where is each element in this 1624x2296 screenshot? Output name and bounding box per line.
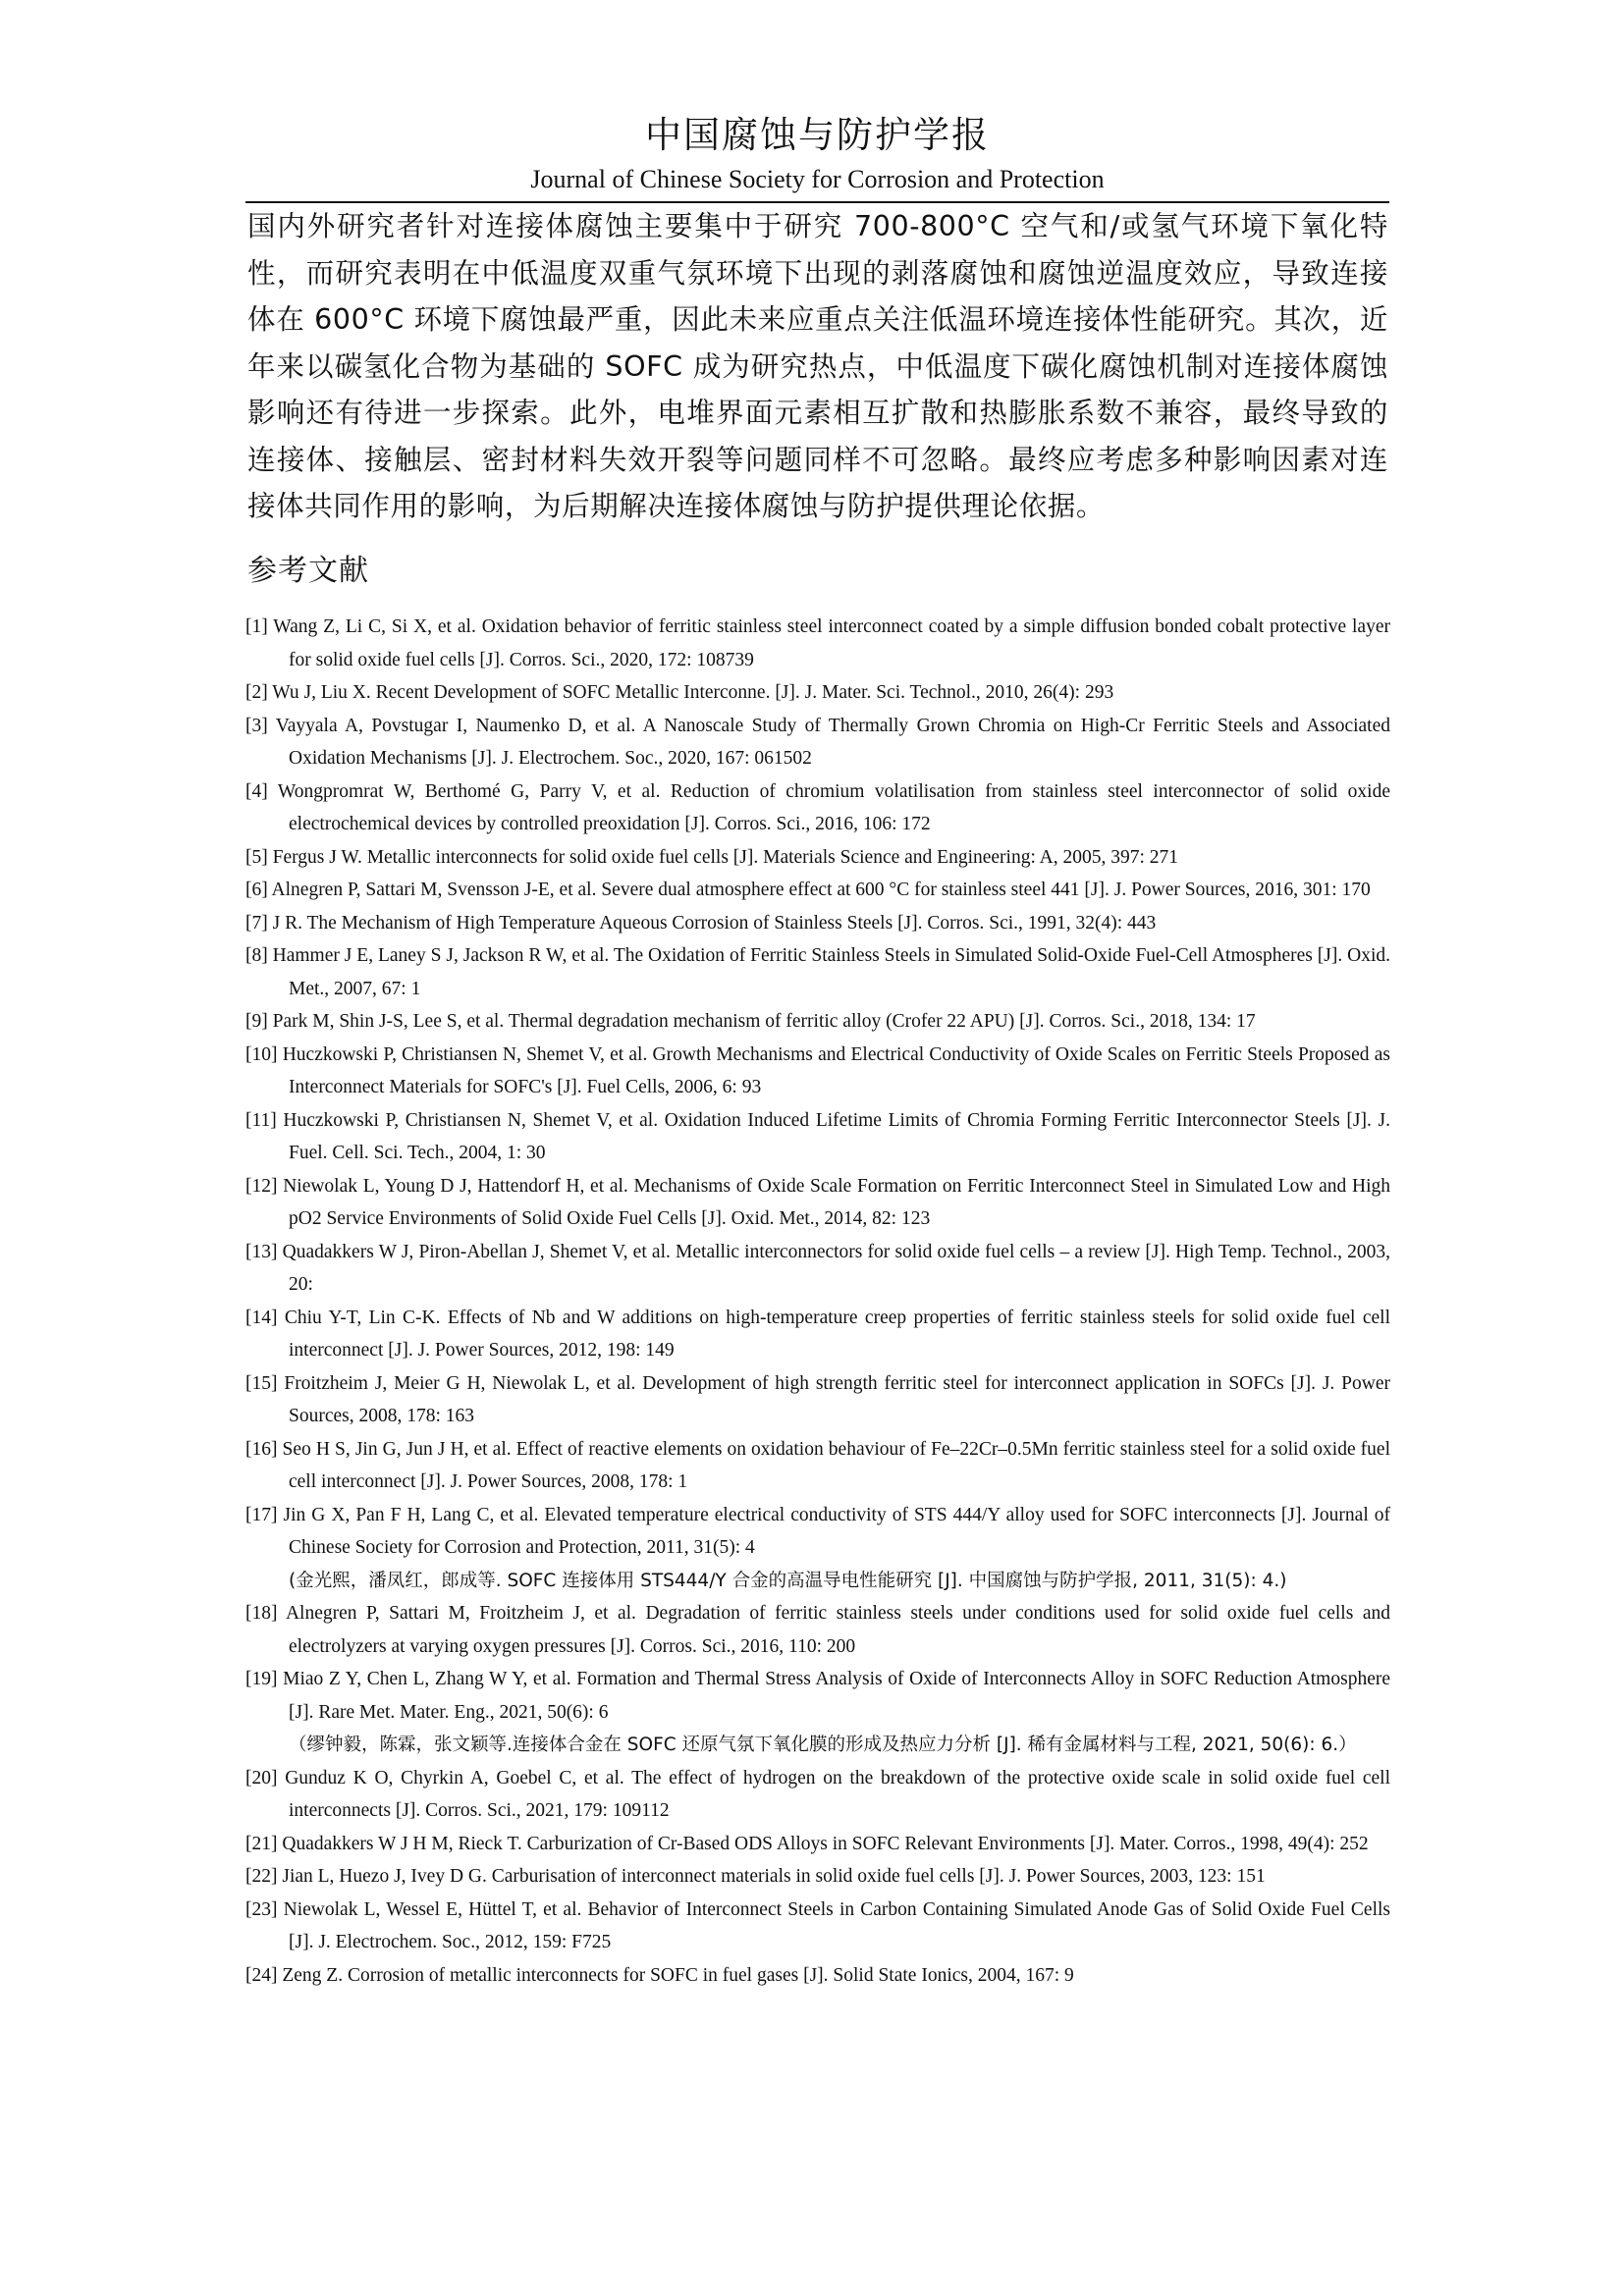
reference-item	[245, 1663, 1390, 1762]
journal-title-en: Journal of Chinese Society for Corrosion and Protection	[530, 165, 1105, 193]
reference-text: [11] Huczkowski P, Christiansen N, Shemet V, et al. Oxidation Induced Lifetime Limits of Chromia Forming Ferritic Interconnector Steels [J]. J. Fuel. Cell. Sci. Tech., 2004, 1: 30	[245, 1109, 1390, 1163]
reference-text: [24] Zeng Z. Corrosion of metallic interconnects for SOFC in fuel gases [J]. Solid State Ionics, 2004, 167: 9	[245, 1964, 1074, 1986]
reference-text-cn: （缪钟毅，陈霖，张文颖等.连接体合金在 SOFC 还原气氛下氧化膜的形成及热应力分析 [J]. 稀有金属材料与工程, 2021, 50(6): 6.）	[289, 1735, 1357, 1755]
reference-text: [8] Hammer J E, Laney S J, Jackson R W, et al. The Oxidation of Ferritic Stainless Steels in Simulated Solid-Oxide Fuel-Cell Atmospheres [J]. Oxid. Met., 2007, 67: 1	[245, 945, 1390, 999]
reference-item	[245, 611, 1390, 676]
reference-text-cn: (金光熙，潘凤红，郎成等. SOFC 连接体用 STS444/Y 合金的高温导电性能研究 [J]. 中国腐蚀与防护学报, 2011, 31(5): 4.)	[289, 1570, 1287, 1591]
reference-text: [10] Huczkowski P, Christiansen N, Shemet V, et al. Growth Mechanisms and Electrical Conductivity of Oxide Scales on Ferritic Steels Proposed as Interconnect Materials for SOFC's [J]. Fuel Cells, 2006, 6: 93	[245, 1043, 1390, 1097]
references-heading: 参考文献	[247, 554, 369, 588]
reference-item	[245, 1597, 1390, 1663]
reference-item	[245, 1433, 1390, 1499]
reference-item	[245, 676, 1390, 710]
reference-item	[245, 874, 1390, 907]
reference-text: [16] Seo H S, Jin G, Jun J H, et al. Effect of reactive elements on oxidation behaviour of Fe–22Cr–0.5Mn ferritic stainless steel for a solid oxide fuel cell interconnect [J]. J. Power Sources, 2008, 178: 1	[245, 1438, 1390, 1492]
reference-text: [7] J R. The Mechanism of High Temperature Aqueous Corrosion of Stainless Steels [J]. Corros. Sci., 1991, 32(4): 443	[245, 912, 1157, 934]
reference-text: [5] Fergus J W. Metallic interconnects for solid oxide fuel cells [J]. Materials Science and Engineering: A, 2005, 397: 271	[245, 846, 1179, 868]
reference-item	[245, 1499, 1390, 1598]
reference-text: [9] Park M, Shin J-S, Lee S, et al. Thermal degradation mechanism of ferritic alloy (Crofer 22 APU) [J]. Corros. Sci., 2018, 134: 17	[245, 1011, 1256, 1032]
reference-item	[245, 1039, 1390, 1104]
reference-item	[245, 1860, 1390, 1894]
reference-text: [21] Quadakkers W J H M, Rieck T. Carburization of Cr-Based ODS Alloys in SOFC Relevant Environments [J]. Mater. Corros., 1998, 49(4): 252	[245, 1833, 1369, 1854]
journal-title-cn: 中国腐蚀与防护学报	[645, 114, 990, 156]
reference-text: [18] Alnegren P, Sattari M, Froitzheim J, et al. Degradation of ferritic stainless steels under conditions used for solid oxide fuel cells and electrolyzers at varying oxygen pressures [J]. Corros. Sci., 2016, 110: 200	[245, 1603, 1390, 1657]
reference-text: [3] Vayyala A, Povstugar I, Naumenko D, et al. A Nanoscale Study of Thermally Grown Chromia on High-Cr Ferritic Steels and Associated Oxidation Mechanisms [J]. J. Electrochem. Soc., 2020, 167: 061502	[245, 715, 1390, 769]
body-paragraph: 国内外研究者针对连接体腐蚀主要集中于研究 700-800°C 空气和/或氢气环境下氧化特性，而研究表明在中低温度双重气氛环境下出现的剥落腐蚀和腐蚀逆温度效应，导致连接体在 600°C 环境下腐蚀最严重，因此未来应重点关注低温环境连接体性能研究。其次，近年来以碳氢化合物为基础的 SOFC 成为研究热点，中低温度下碳化腐蚀机制对连接体腐蚀影响还有待进一步探索。此外，电堆界面元素相互扩散和热膨胀系数不兼容，最终导致的连接体、接触层、密封材料失效开裂等问题同样不可忽略。最终应考虑多种影响因素对连接体共同作用的影响，为后期解决连接体腐蚀与防护提供理论依据。	[247, 210, 1388, 522]
reference-item	[245, 939, 1390, 1005]
reference-item	[245, 1170, 1390, 1236]
reference-item	[245, 1894, 1390, 1959]
reference-item	[245, 775, 1390, 841]
reference-text: [2] Wu J, Liu X. Recent Development of SOFC Metallic Interconne. [J]. J. Mater. Sci. Technol., 2010, 26(4): 293	[245, 682, 1114, 703]
reference-item	[245, 710, 1390, 775]
journal-header	[245, 110, 1389, 196]
reference-text: [22] Jian L, Huezo J, Ivey D G. Carburisation of interconnect materials in solid oxide fuel cells [J]. J. Power Sources, 2003, 123: 151	[245, 1866, 1266, 1887]
reference-item	[245, 1302, 1390, 1367]
reference-item	[245, 1005, 1390, 1039]
reference-item	[245, 1762, 1390, 1828]
reference-item	[245, 1104, 1390, 1170]
reference-text: [12] Niewolak L, Young D J, Hattendorf H, et al. Mechanisms of Oxide Scale Formation on Ferritic Interconnect Steel in Simulated Low and High pO2 Service Environments of Solid Oxide Fuel Cells [J]. Oxid. Met., 2014, 82: 123	[245, 1175, 1390, 1229]
reference-text: [13] Quadakkers W J, Piron-Abellan J, Shemet V, et al. Metallic interconnectors for solid oxide fuel cells – a review [J]. High Temp. Technol., 2003, 20:	[245, 1241, 1390, 1295]
reference-text: [17] Jin G X, Pan F H, Lang C, et al. Elevated temperature electrical conductivity of STS 444/Y alloy used for SOFC interconnects [J]. Journal of Chinese Society for Corrosion and Protection, 2011, 31(5): 4	[245, 1504, 1390, 1558]
reference-text: [6] Alnegren P, Sattari M, Svensson J-E, et al. Severe dual atmosphere effect at 600 °C for stainless steel 441 [J]. J. Power Sources, 2016, 301: 170	[245, 880, 1371, 900]
reference-text: [1] Wang Z, Li C, Si X, et al. Oxidation behavior of ferritic stainless steel interconnect coated by a simple diffusion bonded cobalt protective layer for solid oxide fuel cells [J]. Corros. Sci., 2020, 172: 108739	[245, 616, 1390, 670]
reference-item	[245, 907, 1390, 940]
reference-text: [20] Gunduz K O, Chyrkin A, Goebel C, et al. The effect of hydrogen on the breakdown of the protective oxide scale in solid oxide fuel cell interconnects [J]. Corros. Sci., 2021, 179: 109112	[245, 1767, 1390, 1821]
reference-item	[245, 1828, 1390, 1861]
reference-item	[245, 1367, 1390, 1433]
reference-text: [4] Wongpromrat W, Berthomé G, Parry V, et al. Reduction of chromium volatilisation from stainless steel interconnector of solid oxide electrochemical devices by controlled preoxidation [J]. Corros. Sci., 2016, 106: 172	[245, 780, 1390, 834]
reference-text: [19] Miao Z Y, Chen L, Zhang W Y, et al. Formation and Thermal Stress Analysis of Oxide of Interconnects Alloy in SOFC Reduction Atmosphere [J]. Rare Met. Mater. Eng., 2021, 50(6): 6	[245, 1669, 1390, 1723]
reference-text: [15] Froitzheim J, Meier G H, Niewolak L, et al. Development of high strength ferritic steel for interconnect application in SOFCs [J]. J. Power Sources, 2008, 178: 163	[245, 1372, 1390, 1426]
reference-item	[245, 1959, 1390, 1993]
reference-item	[245, 1236, 1390, 1302]
reference-text: [14] Chiu Y-T, Lin C-K. Effects of Nb and W additions on high-temperature creep properties of ferritic stainless steels for solid oxide fuel cell interconnect [J]. J. Power Sources, 2012, 198: 149	[245, 1307, 1390, 1361]
references-list	[245, 611, 1390, 1992]
reference-text: [23] Niewolak L, Wessel E, Hüttel T, et al. Behavior of Interconnect Steels in Carbon Containing Simulated Anode Gas of Solid Oxide Fuel Cells [J]. J. Electrochem. Soc., 2012, 159: F725	[245, 1898, 1390, 1952]
reference-item	[245, 841, 1390, 875]
